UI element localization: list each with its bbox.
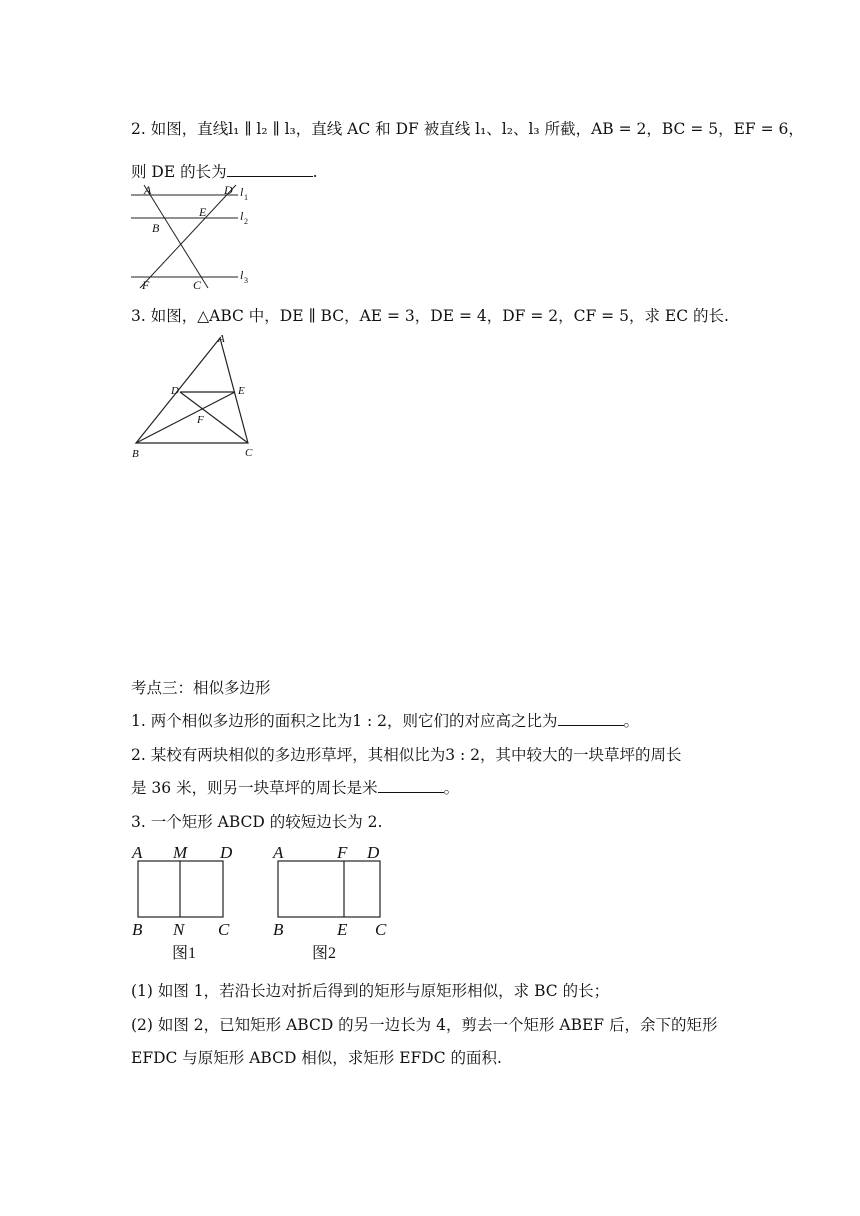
- rect2-label-a: A: [273, 843, 284, 862]
- q2-text-line2: [131, 160, 318, 182]
- line-ac: [144, 185, 208, 288]
- label-c: C: [245, 447, 253, 459]
- s3-q2-line1: 2. 某校有两块相似的多边形草坪，其相似比为3 : 2，其中较大的一块草坪的周长: [131, 746, 682, 764]
- triangle-abc: [136, 338, 248, 443]
- rectangle-abcd-fig2: [278, 861, 380, 917]
- s3-q2-line2: [131, 776, 459, 798]
- answer-blank: [378, 778, 444, 793]
- label-e: E: [238, 385, 245, 397]
- rect1-label-c: C: [218, 920, 230, 939]
- rect1-label-b: B: [132, 920, 143, 939]
- parallel-lines-figure: [126, 180, 256, 292]
- s3-q3-part1: (1) 如图 1，若沿长边对折后得到的矩形与原矩形相似，求 BC 的长；: [131, 982, 610, 1000]
- s3-q3-text: 3. 一个矩形 ABCD 的较短边长为 2.: [131, 813, 383, 831]
- label-l2-subscript: 2: [244, 217, 248, 226]
- rect2-label-f: F: [337, 843, 348, 862]
- s3-q3-part2-line1: (2) 如图 2，已知矩形 ABCD 的另一边长为 4，剪去一个矩形 ABEF 后，余下的矩形: [131, 1016, 718, 1034]
- rect2-label-b: B: [273, 920, 284, 939]
- rect2-label-c: C: [375, 920, 387, 939]
- s3-q3-part2-line2: EFDC 与原矩形 ABCD 相似，求矩形 EFDC 的面积.: [131, 1049, 502, 1067]
- rect1-label-d: D: [220, 843, 233, 862]
- answer-blank: [227, 162, 313, 177]
- label-e: E: [199, 205, 207, 219]
- label-f: F: [197, 414, 204, 426]
- label-d: D: [224, 183, 233, 197]
- s3-q2-prompt: 是 36 米，则另一块草坪的周长是米: [131, 779, 378, 797]
- label-l1: l: [240, 185, 244, 199]
- q3-text: 3. 如图，△ABC 中，DE ∥ BC，AE = 3，DE = 4，DF = 2，CF = 5，求 EC 的长.: [131, 307, 729, 325]
- rect1-label-a: A: [132, 843, 143, 862]
- triangle-figure: [128, 330, 263, 462]
- label-a: A: [218, 333, 225, 345]
- rect2-label-d: D: [367, 843, 380, 862]
- rectangles-figure: [128, 840, 398, 968]
- label-c: C: [193, 278, 202, 292]
- label-d: D: [171, 385, 179, 397]
- label-l1-subscript: 1: [244, 193, 248, 202]
- s3-q2-end: 。: [443, 779, 460, 797]
- s3-q1-text: [131, 709, 639, 731]
- s3-q1-prompt: 1. 两个相似多边形的面积之比为1 : 2，则它们的对应高之比为: [131, 712, 558, 730]
- q2-prompt: 则 DE 的长为: [131, 163, 227, 181]
- label-l3: l: [240, 268, 244, 282]
- figure1-caption: 图1: [172, 945, 197, 962]
- s3-q1-end: 。: [623, 712, 640, 730]
- segment-dc: [180, 392, 248, 443]
- section-title: 考点三：相似多边形: [131, 679, 271, 697]
- label-b: B: [152, 221, 160, 235]
- answer-blank: [558, 711, 624, 726]
- label-l3-subscript: 3: [244, 276, 248, 285]
- label-b: B: [132, 448, 139, 460]
- q2-period: .: [312, 163, 318, 181]
- rect2-label-e: E: [337, 920, 348, 939]
- segment-eb: [136, 392, 235, 443]
- label-l2: l: [240, 209, 244, 223]
- figure2-caption: 图2: [312, 945, 337, 962]
- rect1-label-m: M: [173, 843, 188, 862]
- q2-text-line1: 2. 如图，直线l₁ ∥ l₂ ∥ l₃，直线 AC 和 DF 被直线 l₁、l₂、l₃ 所截，AB = 2，BC = 5，EF = 6，: [131, 120, 804, 138]
- line-df: [140, 185, 236, 288]
- label-a: A: [144, 183, 152, 197]
- rect1-label-n: N: [173, 920, 185, 939]
- label-f: F: [142, 278, 150, 292]
